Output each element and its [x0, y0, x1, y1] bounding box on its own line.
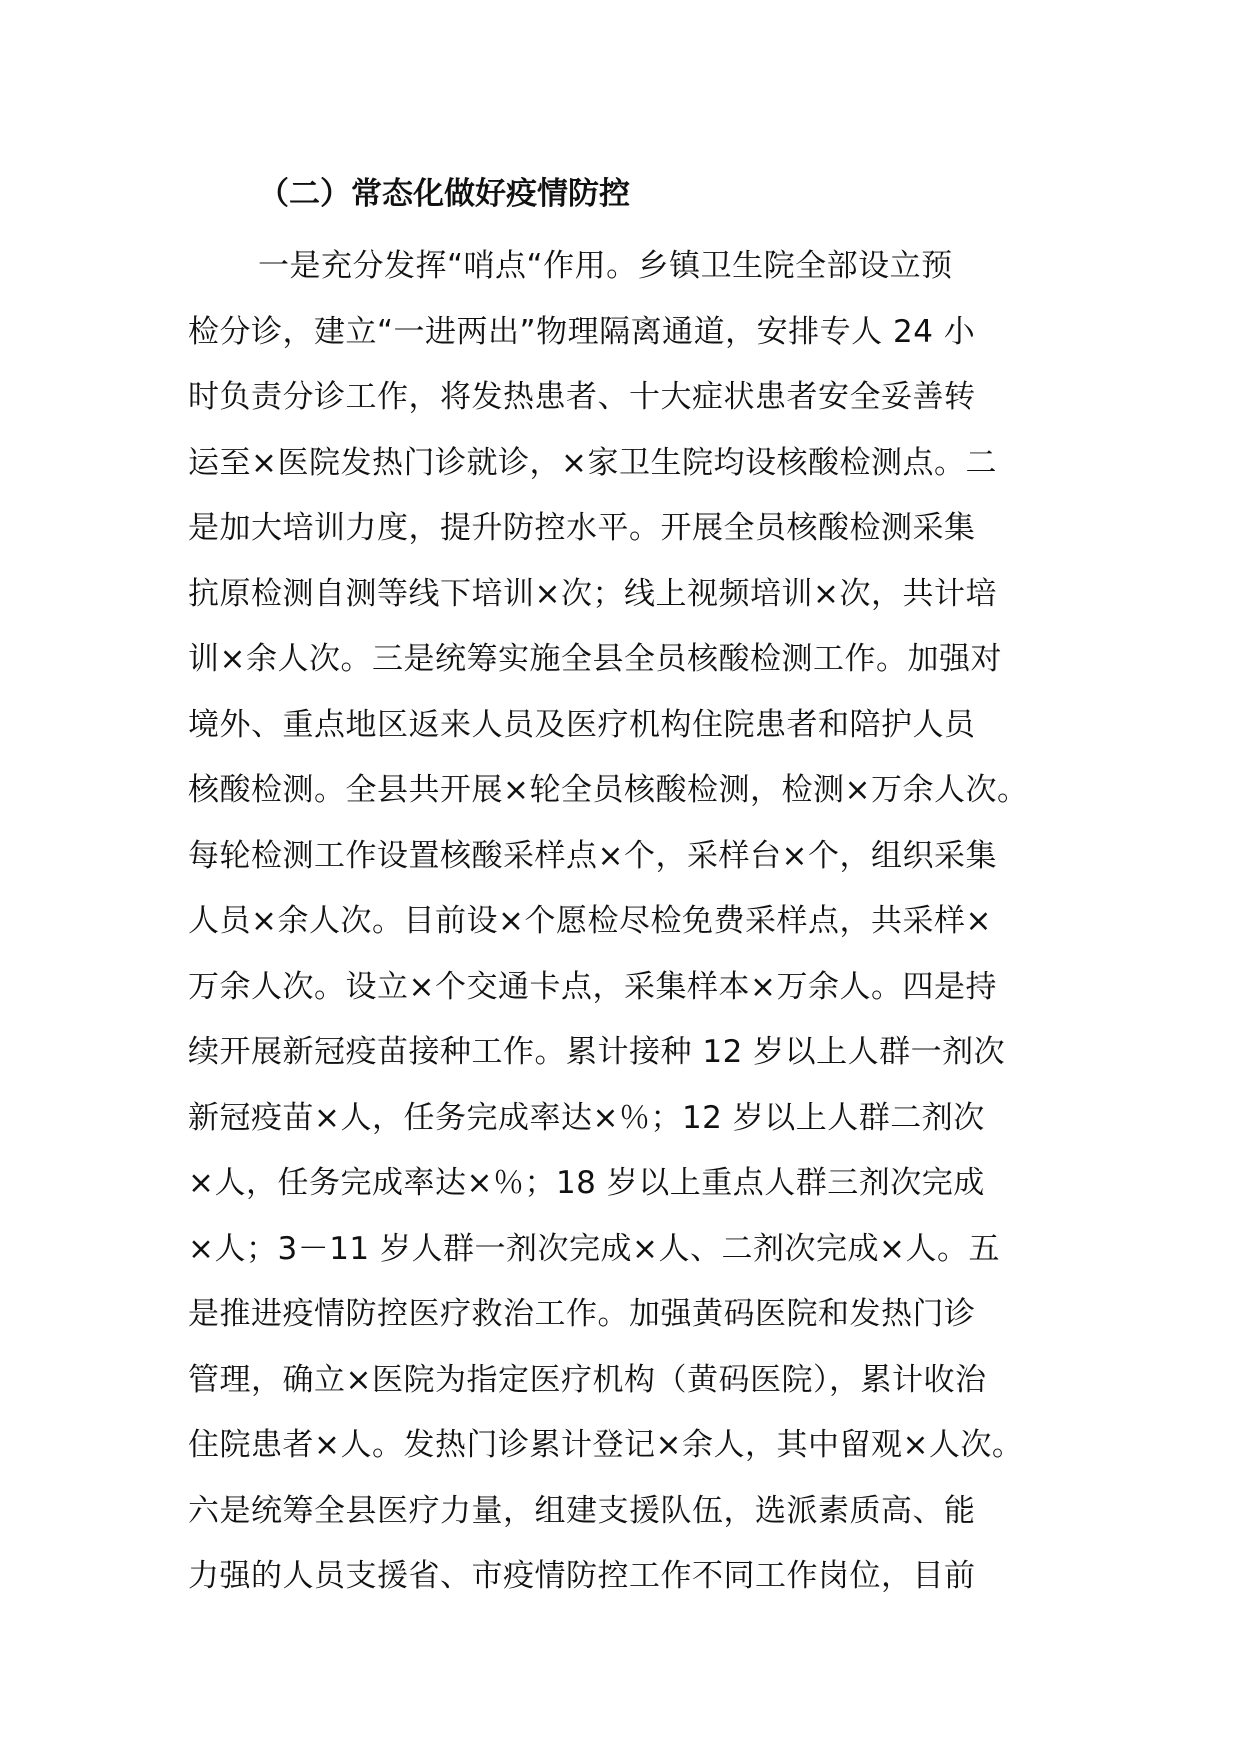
paragraph-line: 抗原检测自测等线下培训×次；线上视频培训×次，共计培	[188, 575, 997, 612]
paragraph-line: 时负责分诊工作，将发热患者、十大症状患者安全妥善转	[188, 379, 976, 415]
paragraph-line: 新冠疫苗×人，任务完成率达×％；12 岁以上人群二剂次	[188, 1099, 985, 1136]
paragraph-line: 核酸检测。全县共开展×轮全员核酸检测，检测×万余人次。	[188, 772, 1029, 808]
paragraph-line: 续开展新冠疫苗接种工作。累计接种 12 岁以上人群一剂次	[188, 1034, 1006, 1070]
paragraph-line: 运至×医院发热门诊就诊，×家卫生院均设核酸检测点。二	[188, 444, 997, 481]
paragraph-line: 一是充分发挥“哨点“作用。乡镇卫生院全部设立预	[258, 248, 953, 284]
paragraph-line: 检分诊，建立“一进两出”物理隔离通道，安排专人 24 小	[188, 313, 976, 350]
section-heading: （二）常态化做好疫情防控	[258, 176, 630, 212]
paragraph-line: 人员×余人次。目前设×个愿检尽检免费采样点，共采样×	[188, 903, 992, 939]
paragraph-line: 是推进疫情防控医疗救治工作。加强黄码医院和发热门诊	[188, 1296, 976, 1332]
paragraph-line: 力强的人员支援省、市疫情防控工作不同工作岗位，目前	[188, 1558, 976, 1594]
paragraph-line: ×人；3－11 岁人群一剂次完成×人、二剂次完成×人。五	[188, 1230, 1000, 1267]
paragraph-line: 训×余人次。三是统筹实施全县全员核酸检测工作。加强对	[188, 641, 1002, 677]
paragraph-line: 每轮检测工作设置核酸采样点×个，采样台×个，组织采集	[188, 837, 997, 874]
paragraph-line: 六是统筹全县医疗力量，组建支援队伍，选派素质高、能	[188, 1492, 976, 1529]
paragraph-line: ×人，任务完成率达×％；18 岁以上重点人群三剂次完成	[188, 1165, 985, 1201]
paragraph-line: 是加大培训力度，提升防控水平。开展全员核酸检测采集	[188, 510, 976, 546]
paragraph-line: 住院患者×人。发热门诊累计登记×余人，其中留观×人次。	[188, 1427, 1024, 1463]
body-paragraph	[188, 234, 1088, 1610]
paragraph-line: 管理，确立×医院为指定医疗机构（黄码医院），累计收治	[188, 1361, 987, 1398]
paragraph-line: 境外、重点地区返来人员及医疗机构住院患者和陪护人员	[188, 706, 976, 743]
paragraph-line: 万余人次。设立×个交通卡点，采集样本×万余人。四是持	[188, 968, 997, 1005]
